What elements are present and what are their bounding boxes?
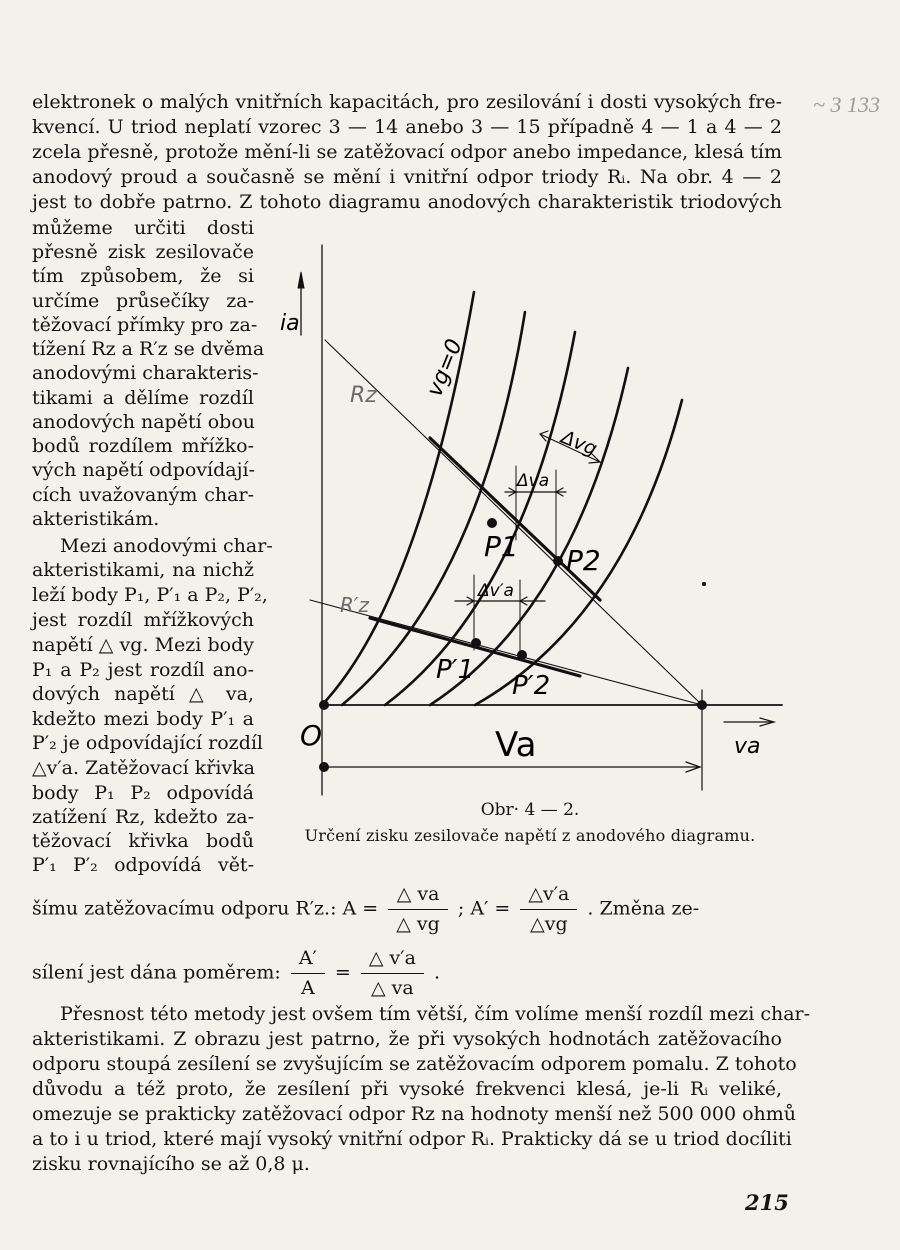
denominator: A bbox=[300, 977, 315, 999]
formula-lead: sílení jest dána poměrem: bbox=[32, 961, 281, 984]
point-p1 bbox=[487, 518, 497, 528]
text-line: elektronek o malých vnitřních kapacitách, pro zesilování i dosti vysokých fre- bbox=[32, 91, 782, 113]
denominator: △ va bbox=[371, 977, 414, 999]
p1-label: P1 bbox=[484, 530, 519, 563]
p2-prime-label: P′2 bbox=[512, 671, 551, 701]
denominator: △vg bbox=[530, 913, 568, 935]
formula-lead: šímu zatěžovacímu odporu R′z.: A = bbox=[32, 897, 379, 920]
va-dimension-label: Va bbox=[495, 725, 537, 765]
origin-point bbox=[319, 700, 329, 710]
column-line: tím způsobem, že si bbox=[32, 265, 254, 287]
column-line: bodů rozdílem mřížko- bbox=[32, 435, 254, 457]
text-line: kvencí. U triod neplatí vzorec 3 — 14 anebo 3 — 15 případně 4 — 1 a 4 — 2 bbox=[32, 116, 782, 138]
rz-label: Rz bbox=[350, 383, 377, 408]
text-line: a to i u triod, které mají vysoký vnitřní odpor Rᵢ. Prakticky dá se u triod docíliti bbox=[32, 1128, 792, 1150]
load-line-rz bbox=[325, 340, 702, 705]
figure-caption-text: Určení zisku zesilovače napětí z anodového diagramu. bbox=[304, 826, 756, 845]
denominator: △ vg bbox=[396, 913, 440, 935]
column-line: dových napětí △ va, bbox=[32, 683, 254, 705]
column-line: leží body P₁, P′₁ a P₂, P′₂, bbox=[32, 584, 268, 606]
column-line: cích uvažovaným char- bbox=[32, 484, 254, 506]
margin-note: ~ 3 133 bbox=[813, 92, 880, 117]
column-line: anodovými charakteris- bbox=[32, 362, 259, 384]
delta-va-prime-label: Δv′a bbox=[478, 581, 514, 601]
text-line: odporu stoupá zesílení se zvyšujícím se zatěžovacím odporem pomalu. Z tohoto bbox=[32, 1053, 797, 1075]
figure-caption-title: Obr· 4 — 2. bbox=[480, 800, 580, 820]
rz-prime-label: R′z bbox=[340, 593, 369, 617]
column-line: přesně zisk zesilovače bbox=[32, 241, 254, 263]
column-line: vých napětí odpovídají- bbox=[32, 459, 255, 481]
column-line: těžovací přímky pro za- bbox=[32, 314, 258, 336]
column-line: tížení Rz a R′z se dvěma bbox=[32, 338, 265, 360]
delta-va-label: Δva bbox=[517, 471, 550, 491]
equals-sign: = bbox=[334, 961, 351, 984]
p1-prime-label: P′1 bbox=[436, 655, 475, 685]
column-line: můžeme určiti dosti bbox=[32, 217, 254, 239]
column-line: tikami a dělíme rozdíl bbox=[32, 387, 254, 409]
point-p2-prime bbox=[517, 650, 527, 660]
fraction-delta bbox=[361, 946, 424, 1001]
column-line: body P₁ P₂ odpovídá bbox=[32, 782, 254, 804]
column-line: anodových napětí obou bbox=[32, 411, 255, 433]
fraction-a-prime bbox=[520, 882, 577, 937]
page-number: 215 bbox=[745, 1190, 789, 1215]
formula-tail: . bbox=[433, 961, 440, 984]
text-line: Přesnost této metody jest ovšem tím větší, čím volíme menší rozdíl mezi char- bbox=[60, 1003, 811, 1025]
text-line: akteristikami. Z obrazu jest patrno, že při vysokých hodnotách zatěžovacího bbox=[32, 1028, 782, 1050]
point-p2 bbox=[553, 556, 563, 566]
text-line: zcela přesně, protože mění-li se zatěžovací odpor anebo impedance, klesá tím bbox=[32, 141, 782, 163]
column-line: těžovací křivka bodů bbox=[32, 830, 254, 852]
origin-label: O bbox=[300, 719, 323, 752]
vg-zero-label: vg=0 bbox=[422, 335, 468, 401]
anode-characteristics-diagram bbox=[280, 240, 790, 810]
numerator: A′ bbox=[291, 946, 325, 974]
numerator: △ v′a bbox=[361, 946, 424, 974]
column-line: P₁ a P₂ jest rozdíl ano- bbox=[32, 659, 254, 681]
column-line: Mezi anodovými char- bbox=[60, 535, 273, 557]
numerator: △ va bbox=[388, 882, 448, 910]
text-line: jest to dobře patrno. Z tohoto diagramu anodových charakteristik triodových bbox=[32, 191, 782, 213]
column-line: △v′a. Zatěžovací křivka bbox=[32, 757, 255, 779]
column-line: akteristikám. bbox=[32, 508, 160, 530]
formula-separator: ; A′ = bbox=[457, 897, 511, 920]
text-line: omezuje se prakticky zatěžovací odpor Rz na hodnoty menší než 500 000 ohmů bbox=[32, 1103, 797, 1125]
text-line: zisku rovnajícího se až 0,8 μ. bbox=[32, 1153, 310, 1175]
column-line: zatížení Rz, kdežto za- bbox=[32, 806, 254, 828]
fraction-ratio bbox=[291, 946, 325, 1001]
formula-gain bbox=[32, 882, 792, 937]
column-line: jest rozdíl mřížkových bbox=[32, 609, 254, 631]
text-line: důvodu a též proto, že zesílení při vysoké frekvenci klesá, je-li Rᵢ veliké, bbox=[32, 1078, 782, 1100]
point-p1-prime bbox=[471, 638, 481, 648]
column-line: kdežto mezi body P′₁ a bbox=[32, 708, 254, 730]
numerator: △v′a bbox=[520, 882, 577, 910]
column-line: akteristikami, na nichž bbox=[32, 559, 254, 581]
va-axis-label: va bbox=[734, 734, 761, 759]
column-line: P′₂ je odpovídající rozdíl bbox=[32, 732, 264, 754]
delta-vg-label: Δvg bbox=[558, 426, 601, 461]
p2-label: P2 bbox=[566, 544, 601, 577]
column-line: napětí △ vg. Mezi body bbox=[32, 634, 254, 656]
fraction-a bbox=[388, 882, 448, 937]
intersection-point bbox=[697, 700, 707, 710]
column-line: určíme průsečíky za- bbox=[32, 290, 254, 312]
formula-tail: . Změna ze- bbox=[587, 897, 700, 920]
formula-ratio bbox=[32, 946, 792, 1001]
ia-label: ia bbox=[280, 311, 300, 336]
column-line: P′₁ P′₂ odpovídá vět- bbox=[32, 854, 254, 876]
text-line: anodový proud a současně se mění i vnitřní odpor triody Rᵢ. Na obr. 4 — 2 bbox=[32, 166, 782, 188]
